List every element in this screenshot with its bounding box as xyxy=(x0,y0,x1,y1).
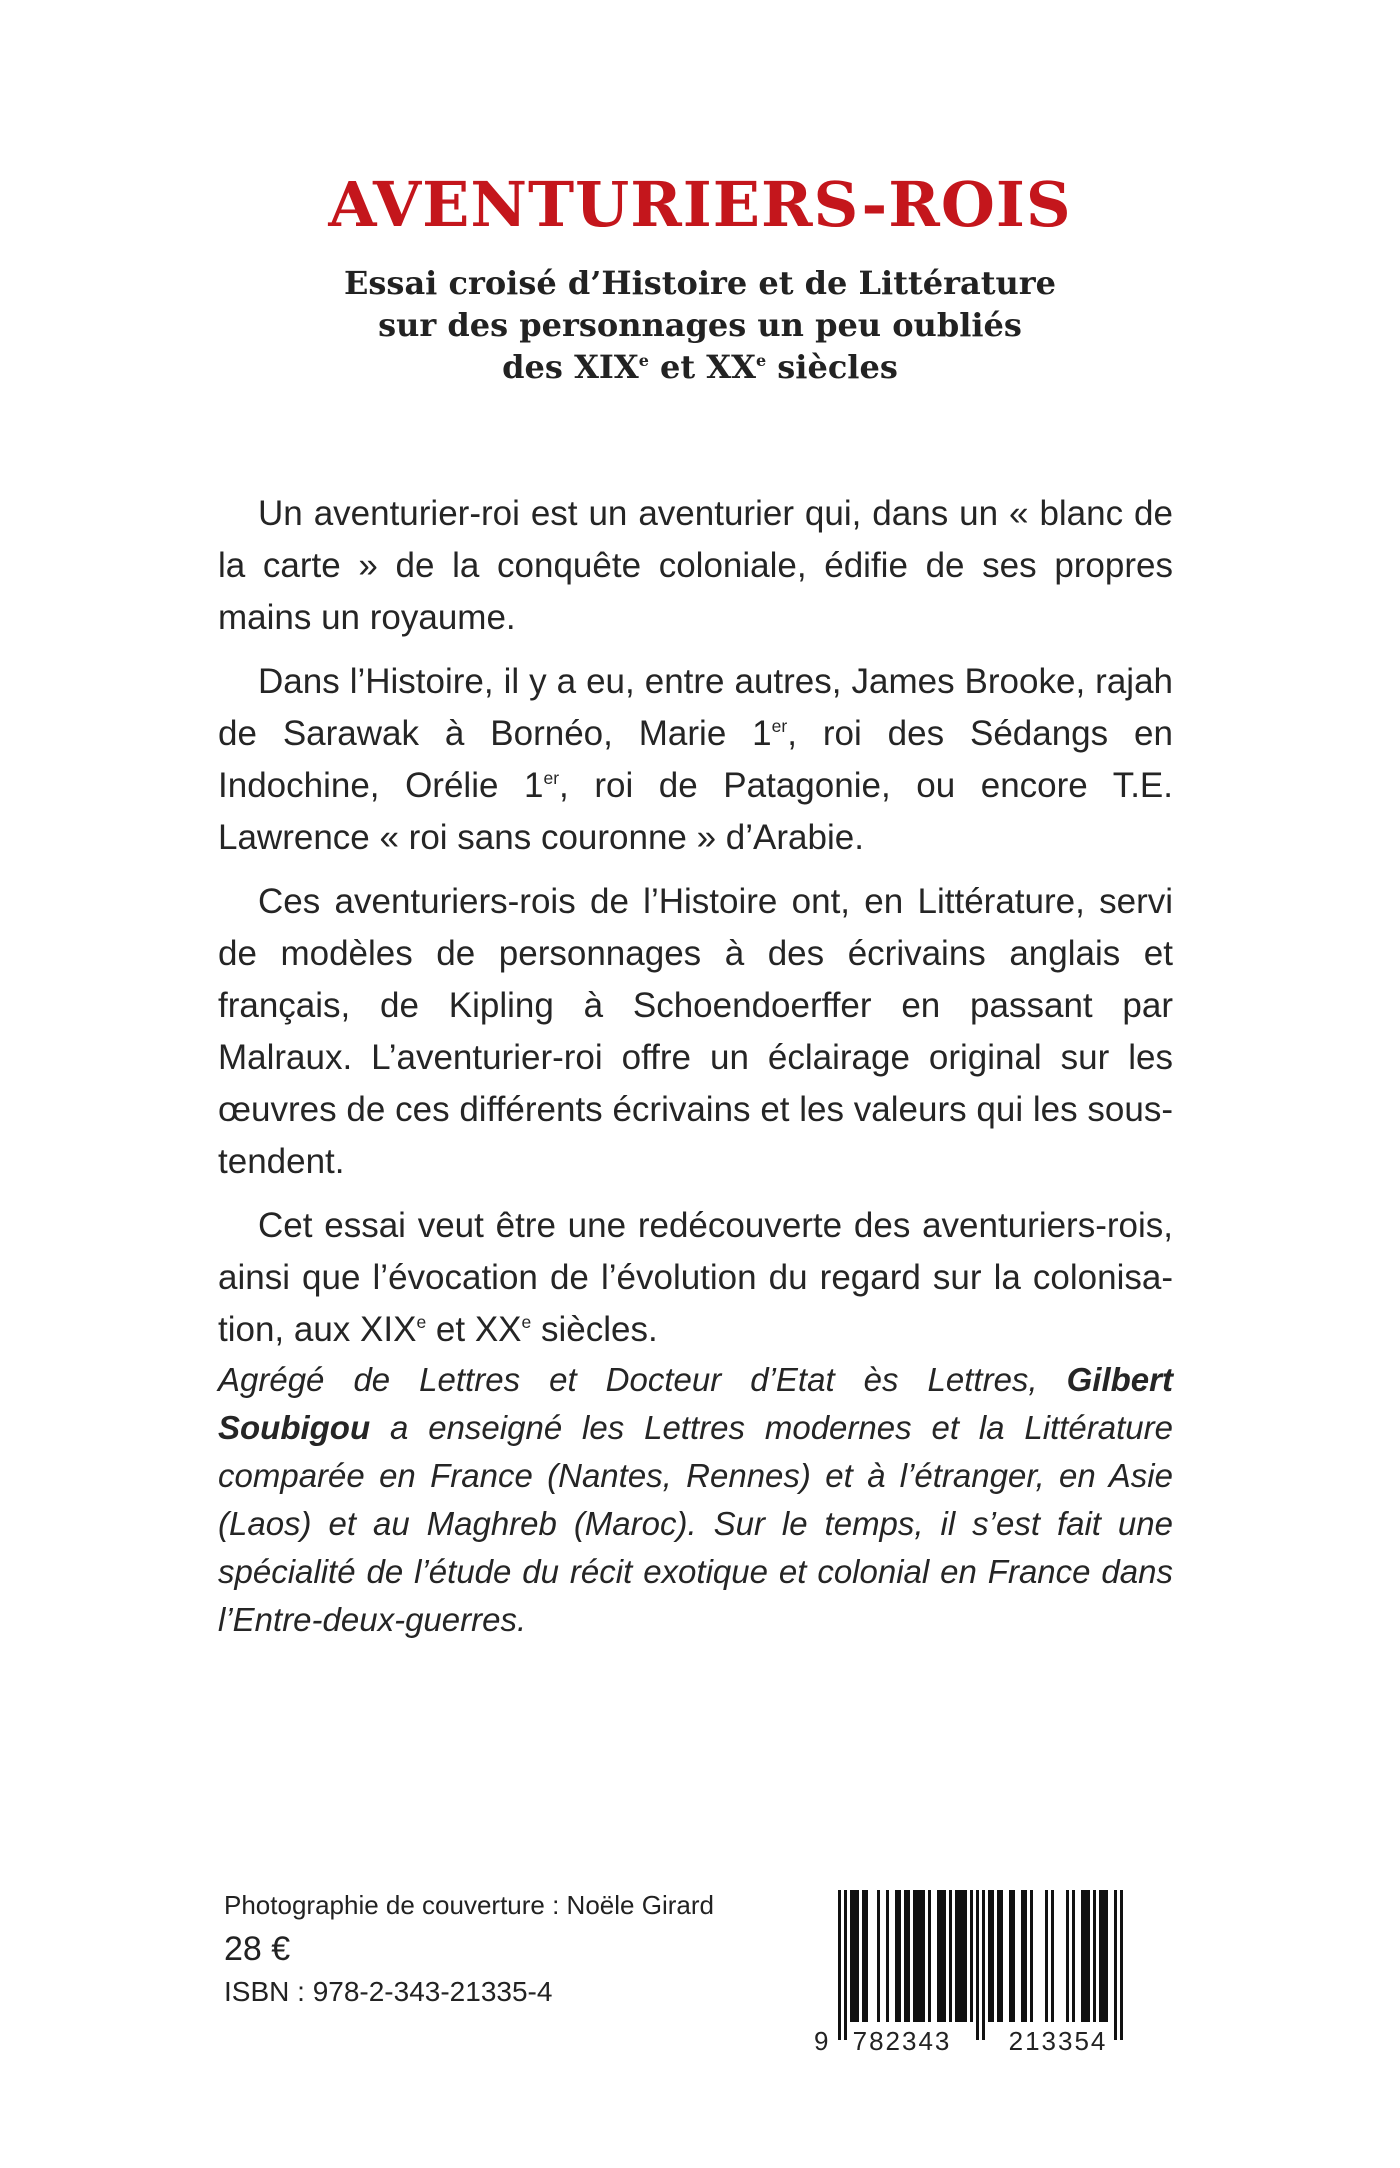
barcode-bar xyxy=(904,1890,907,2022)
barcode-bar xyxy=(907,1890,910,2022)
barcode-bar xyxy=(982,1890,985,2040)
barcode-bar xyxy=(964,1890,967,2022)
barcode-bar xyxy=(1105,1890,1108,2022)
barcode-bar xyxy=(943,1890,946,2022)
barcode-bar xyxy=(949,1890,952,2022)
barcode-bar xyxy=(877,1890,880,2022)
barcode-bar xyxy=(1045,1890,1048,2022)
barcode xyxy=(810,1890,1150,2058)
barcode-bar xyxy=(997,1890,1000,2022)
barcode-bar xyxy=(844,1890,847,2040)
barcode-bar xyxy=(961,1890,964,2022)
barcode-bar xyxy=(1012,1890,1015,2022)
isbn: ISBN : 978-2-343-21335-4 xyxy=(224,1976,553,2007)
price: 28 € xyxy=(224,1930,291,1968)
photo-credit: Photographie de couverture : Noële Girard xyxy=(224,1890,714,1920)
blurb xyxy=(218,488,1173,1368)
barcode-bar xyxy=(1024,1890,1027,2022)
barcode-bar xyxy=(928,1890,931,2022)
barcode-bar xyxy=(1051,1890,1054,2022)
barcode-bar xyxy=(922,1890,925,2022)
barcode-bar xyxy=(1102,1890,1105,2022)
barcode-bar xyxy=(862,1890,865,2022)
barcode-bar xyxy=(1030,1890,1033,2022)
blurb-paragraph-3: Ces aventuriers-rois de l’Histoire ont, en Littérature, servi de modèles de personnages à des écrivains anglais et français, de Kipling à Schoendoerffer en passant par Malraux. L’aventurier-roi offre un éclairage original sur les œuvres de ces différents écrivains et les valeurs qui les sous-tendent. xyxy=(218,882,1173,1181)
subtitle-line-2: sur des personnages un peu oubliés xyxy=(378,306,1022,344)
barcode-graphic xyxy=(810,1890,1150,2058)
barcode-bar xyxy=(976,1890,979,2040)
barcode-bar xyxy=(850,1890,853,2022)
barcode-bar xyxy=(955,1890,958,2022)
barcode-bar xyxy=(895,1890,898,2022)
barcode-right-digits: 213354 xyxy=(1008,2026,1108,2056)
barcode-bar xyxy=(991,1890,994,2022)
author-bio xyxy=(218,1356,1173,1644)
barcode-bar xyxy=(1009,1890,1012,2022)
barcode-left-digits: 782343 xyxy=(852,2026,952,2056)
barcode-bar xyxy=(853,1890,856,2022)
barcode-lead-digit: 9 xyxy=(814,2026,829,2056)
barcode-bars xyxy=(838,1890,1123,2040)
barcode-bar xyxy=(886,1890,889,2022)
barcode-bar xyxy=(970,1890,973,2022)
barcode-bar xyxy=(1093,1890,1096,2022)
barcode-bar xyxy=(1021,1890,1024,2022)
subtitle xyxy=(0,262,1400,388)
barcode-bar xyxy=(865,1890,868,2022)
barcode-bar xyxy=(1081,1890,1084,2022)
barcode-bar xyxy=(916,1890,919,2022)
author-name: Gilbert Soubigou xyxy=(218,1361,1173,1446)
barcode-bar xyxy=(1066,1890,1069,2022)
subtitle-line-3: des XIXe et XXe siècles xyxy=(502,348,898,386)
author-bio-text: a enseigné les Lettres modernes et la Littérature comparée en France (Nantes, Rennes) et à l’étranger, en Asie (Laos) et au Maghreb (Maroc). Sur le temps, il s’est fait une spécialité de l’étude du récit exotique et colonial en France dans l’Entre-deux-guerres. xyxy=(218,1409,1173,1638)
barcode-bar xyxy=(838,1890,841,2040)
barcode-bar xyxy=(1114,1890,1117,2040)
blurb-paragraph-1: Un aventurier-roi est un aventurier qui, dans un « blanc de la carte » de la conquête coloniale, édifie de ses propres mains un royaume. xyxy=(218,494,1173,637)
barcode-bar xyxy=(940,1890,943,2022)
blurb-paragraph-4: Cet essai veut être une redécouverte des aventuriers-rois, ainsi que l’évocation de l’évolution du regard sur la colonisa-tion, aux XIXe et XXe siècles. xyxy=(218,1206,1173,1349)
barcode-bar xyxy=(988,1890,991,2022)
barcode-bar xyxy=(958,1890,961,2022)
barcode-bar xyxy=(1120,1890,1123,2040)
barcode-bar xyxy=(913,1890,916,2022)
subtitle-line-1: Essai croisé d’Histoire et de Littérature xyxy=(344,264,1056,302)
barcode-bar xyxy=(1072,1890,1075,2022)
barcode-bar xyxy=(937,1890,940,2022)
credits xyxy=(224,1886,714,2012)
barcode-bar xyxy=(1000,1890,1003,2022)
blurb-paragraph-2: Dans l’Histoire, il y a eu, entre autres, James Brooke, rajah de Sarawak à Bornéo, Marie 1er, roi des Sédangs en Indochine, Orélie 1er, roi de Patagonie, ou encore T.E. Lawrence « roi sans couronne » d’Arabie. xyxy=(218,662,1173,857)
author-bio-intro: Agrégé de Lettres et Docteur d’Etat ès Lettres, xyxy=(218,1361,1067,1398)
barcode-bar xyxy=(1087,1890,1090,2022)
barcode-bar xyxy=(1084,1890,1087,2022)
barcode-bar xyxy=(919,1890,922,2022)
barcode-bar xyxy=(856,1890,859,2022)
book-title: AVENTURIERS-ROIS xyxy=(328,168,1072,241)
barcode-bar xyxy=(898,1890,901,2022)
barcode-bar xyxy=(1099,1890,1102,2022)
